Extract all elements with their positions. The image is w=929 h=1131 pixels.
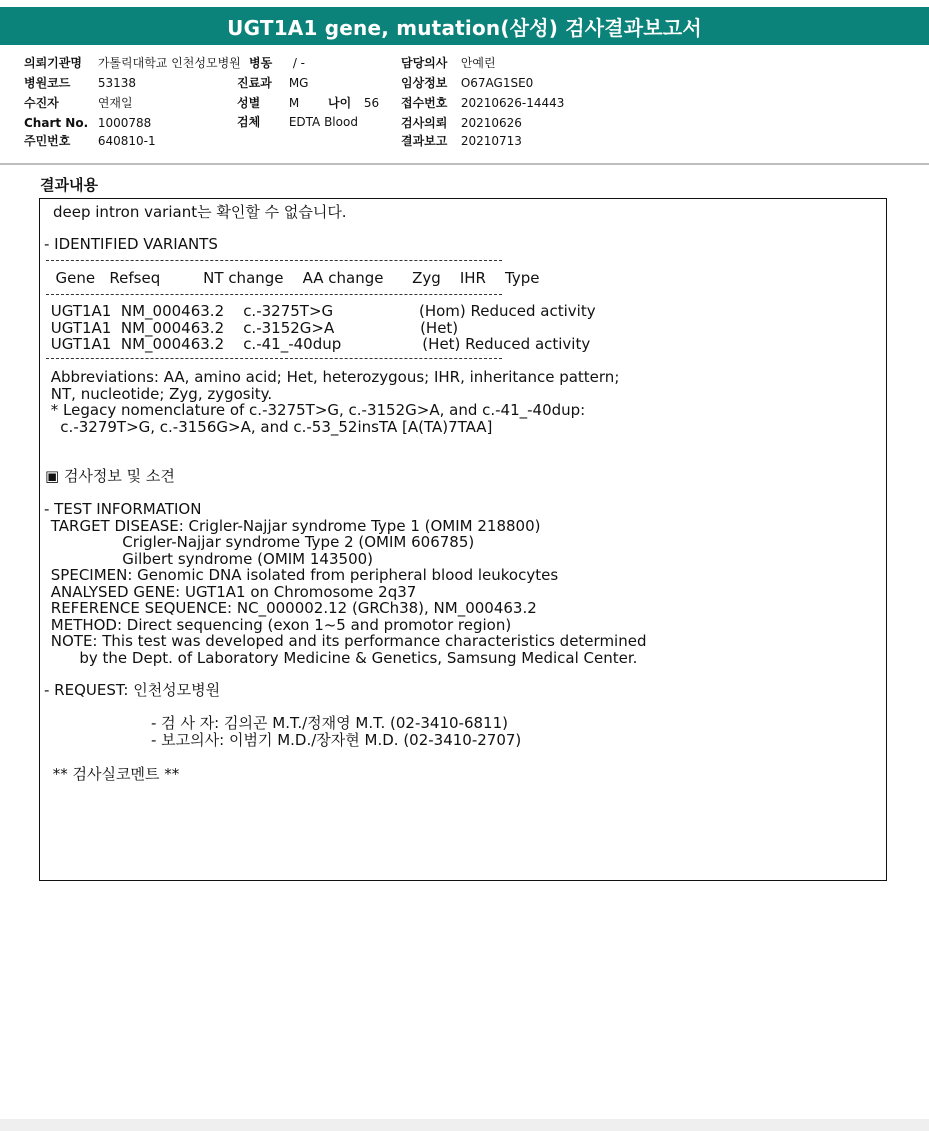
resident-no-label: 주민번호 — [24, 134, 71, 148]
header-divider — [0, 163, 929, 165]
result-report-label: 결과보고 — [401, 134, 448, 148]
chart-no-label: Chart No. — [24, 116, 89, 130]
hospital-code-label: 병원코드 — [24, 76, 71, 90]
lab-comment-heading: ** 검사실코멘트 ** — [48, 765, 180, 783]
specimen-value: EDTA Blood — [288, 115, 358, 129]
age-value: 56 — [363, 96, 380, 110]
sex-field — [237, 94, 299, 112]
test-info-heading: ▣ 검사정보 및 소견 — [45, 467, 175, 485]
department-field — [237, 74, 308, 92]
age-field — [328, 94, 379, 112]
department-label: 진료과 — [237, 76, 272, 90]
clinical-info-label: 임상정보 — [401, 76, 448, 90]
chart-no-value: 1000788 — [97, 116, 152, 130]
accession-no-field — [401, 94, 564, 112]
test-info-line: Crigler-Najjar syndrome Type 2 (OMIM 606785) — [46, 533, 475, 551]
sex-label: 성별 — [237, 96, 261, 110]
test-info-line: by the Dept. of Laboratory Medicine & Genetics, Samsung Medical Center. — [46, 649, 638, 667]
specimen-field — [237, 113, 358, 131]
variant-table-header: Gene Refseq NT change AA change Zyg IHR Type — [46, 269, 540, 287]
hospital-code-value: 53138 — [97, 76, 137, 90]
chart-no-field — [24, 114, 151, 132]
test-info-line: REFERENCE SEQUENCE: NC_000002.12 (GRCh38), NM_000463.2 — [46, 599, 537, 617]
department-value: MG — [288, 76, 309, 90]
table-divider-top — [46, 260, 502, 261]
variant-row: UGT1A1 NM_000463.2 c.-41_-40dup (Het) Reduced activity — [46, 335, 591, 353]
table-divider-middle — [46, 294, 502, 295]
accession-no-label: 접수번호 — [401, 96, 448, 110]
staff-line: - 검 사 자: 김의곤 M.T./정재영 M.T. (02-3410-6811) — [151, 714, 508, 732]
requesting-institution-label: 의뢰기관명 — [24, 56, 82, 70]
requesting-institution-field — [24, 54, 241, 72]
attending-physician-field — [401, 54, 496, 72]
test-info-line: Gilbert syndrome (OMIM 143500) — [46, 550, 374, 568]
patient-value: 연재일 — [97, 96, 133, 110]
test-request-label: 검사의뢰 — [401, 116, 448, 130]
abbreviation-line: * Legacy nomenclature of c.-3275T>G, c.-3152G>A, and c.-41_-40dup: — [46, 401, 586, 419]
patient-field — [24, 94, 133, 112]
request-line: - REQUEST: 인천성모병원 — [44, 681, 221, 699]
abbreviation-line: Abbreviations: AA, amino acid; Het, heterozygous; IHR, inheritance pattern; — [46, 368, 620, 386]
intro-line: deep intron variant는 확인할 수 없습니다. — [53, 203, 347, 221]
variant-row: UGT1A1 NM_000463.2 c.-3152G>A (Het) — [46, 319, 459, 337]
table-divider-bottom — [46, 358, 502, 359]
sex-value: M — [288, 96, 300, 110]
test-info-line: SPECIMEN: Genomic DNA isolated from peripheral blood leukocytes — [46, 566, 559, 584]
test-request-value: 20210626 — [460, 116, 522, 130]
ward-label: 병동 — [249, 56, 273, 70]
hospital-code-field — [24, 74, 136, 92]
ward-field — [249, 54, 305, 72]
specimen-label: 검체 — [237, 115, 261, 129]
attending-physician-label: 담당의사 — [401, 56, 448, 70]
identified-variants-heading: - IDENTIFIED VARIANTS — [44, 235, 218, 253]
resident-no-field — [24, 132, 156, 150]
test-info-line: TARGET DISEASE: Crigler-Najjar syndrome Type 1 (OMIM 218800) — [46, 517, 541, 535]
clinical-info-field — [401, 74, 533, 92]
accession-no-value: 20210626-14443 — [460, 96, 565, 110]
report-header — [0, 54, 929, 154]
resident-no-value: 640810-1 — [97, 134, 156, 148]
test-info-line: ANALYSED GENE: UGT1A1 on Chromosome 2q37 — [46, 583, 417, 601]
clinical-info-value: O67AG1SE0 — [460, 76, 534, 90]
ward-value: / - — [292, 56, 306, 70]
staff-line: - 보고의사: 이범기 M.D./장자현 M.D. (02-3410-2707) — [151, 731, 522, 749]
abbreviation-line: c.-3279T>G, c.-3156G>A, and c.-53_52insTA [A(TA)7TAA] — [46, 418, 493, 436]
footer-strip — [0, 1119, 929, 1131]
result-section-title: 결과내용 — [40, 176, 98, 194]
result-report-value: 20210713 — [460, 134, 522, 148]
variant-row: UGT1A1 NM_000463.2 c.-3275T>G (Hom) Reduced activity — [46, 302, 596, 320]
requesting-institution-value: 가톨릭대학교 인천성모병원 — [97, 56, 241, 70]
test-info-line: - TEST INFORMATION — [44, 500, 202, 518]
abbreviation-line: NT, nucleotide; Zyg, zygosity. — [46, 385, 273, 403]
result-report-field — [401, 132, 522, 150]
patient-label: 수진자 — [24, 96, 59, 110]
test-info-line: NOTE: This test was developed and its performance characteristics determined — [46, 632, 647, 650]
attending-physician-value: 안예린 — [460, 56, 496, 70]
age-label: 나이 — [328, 96, 352, 110]
report-title: UGT1A1 gene, mutation(삼성) 검사결과보고서 — [0, 7, 929, 45]
test-info-line: METHOD: Direct sequencing (exon 1~5 and promotor region) — [46, 616, 512, 634]
test-request-field — [401, 114, 522, 132]
result-content-box — [39, 198, 887, 881]
